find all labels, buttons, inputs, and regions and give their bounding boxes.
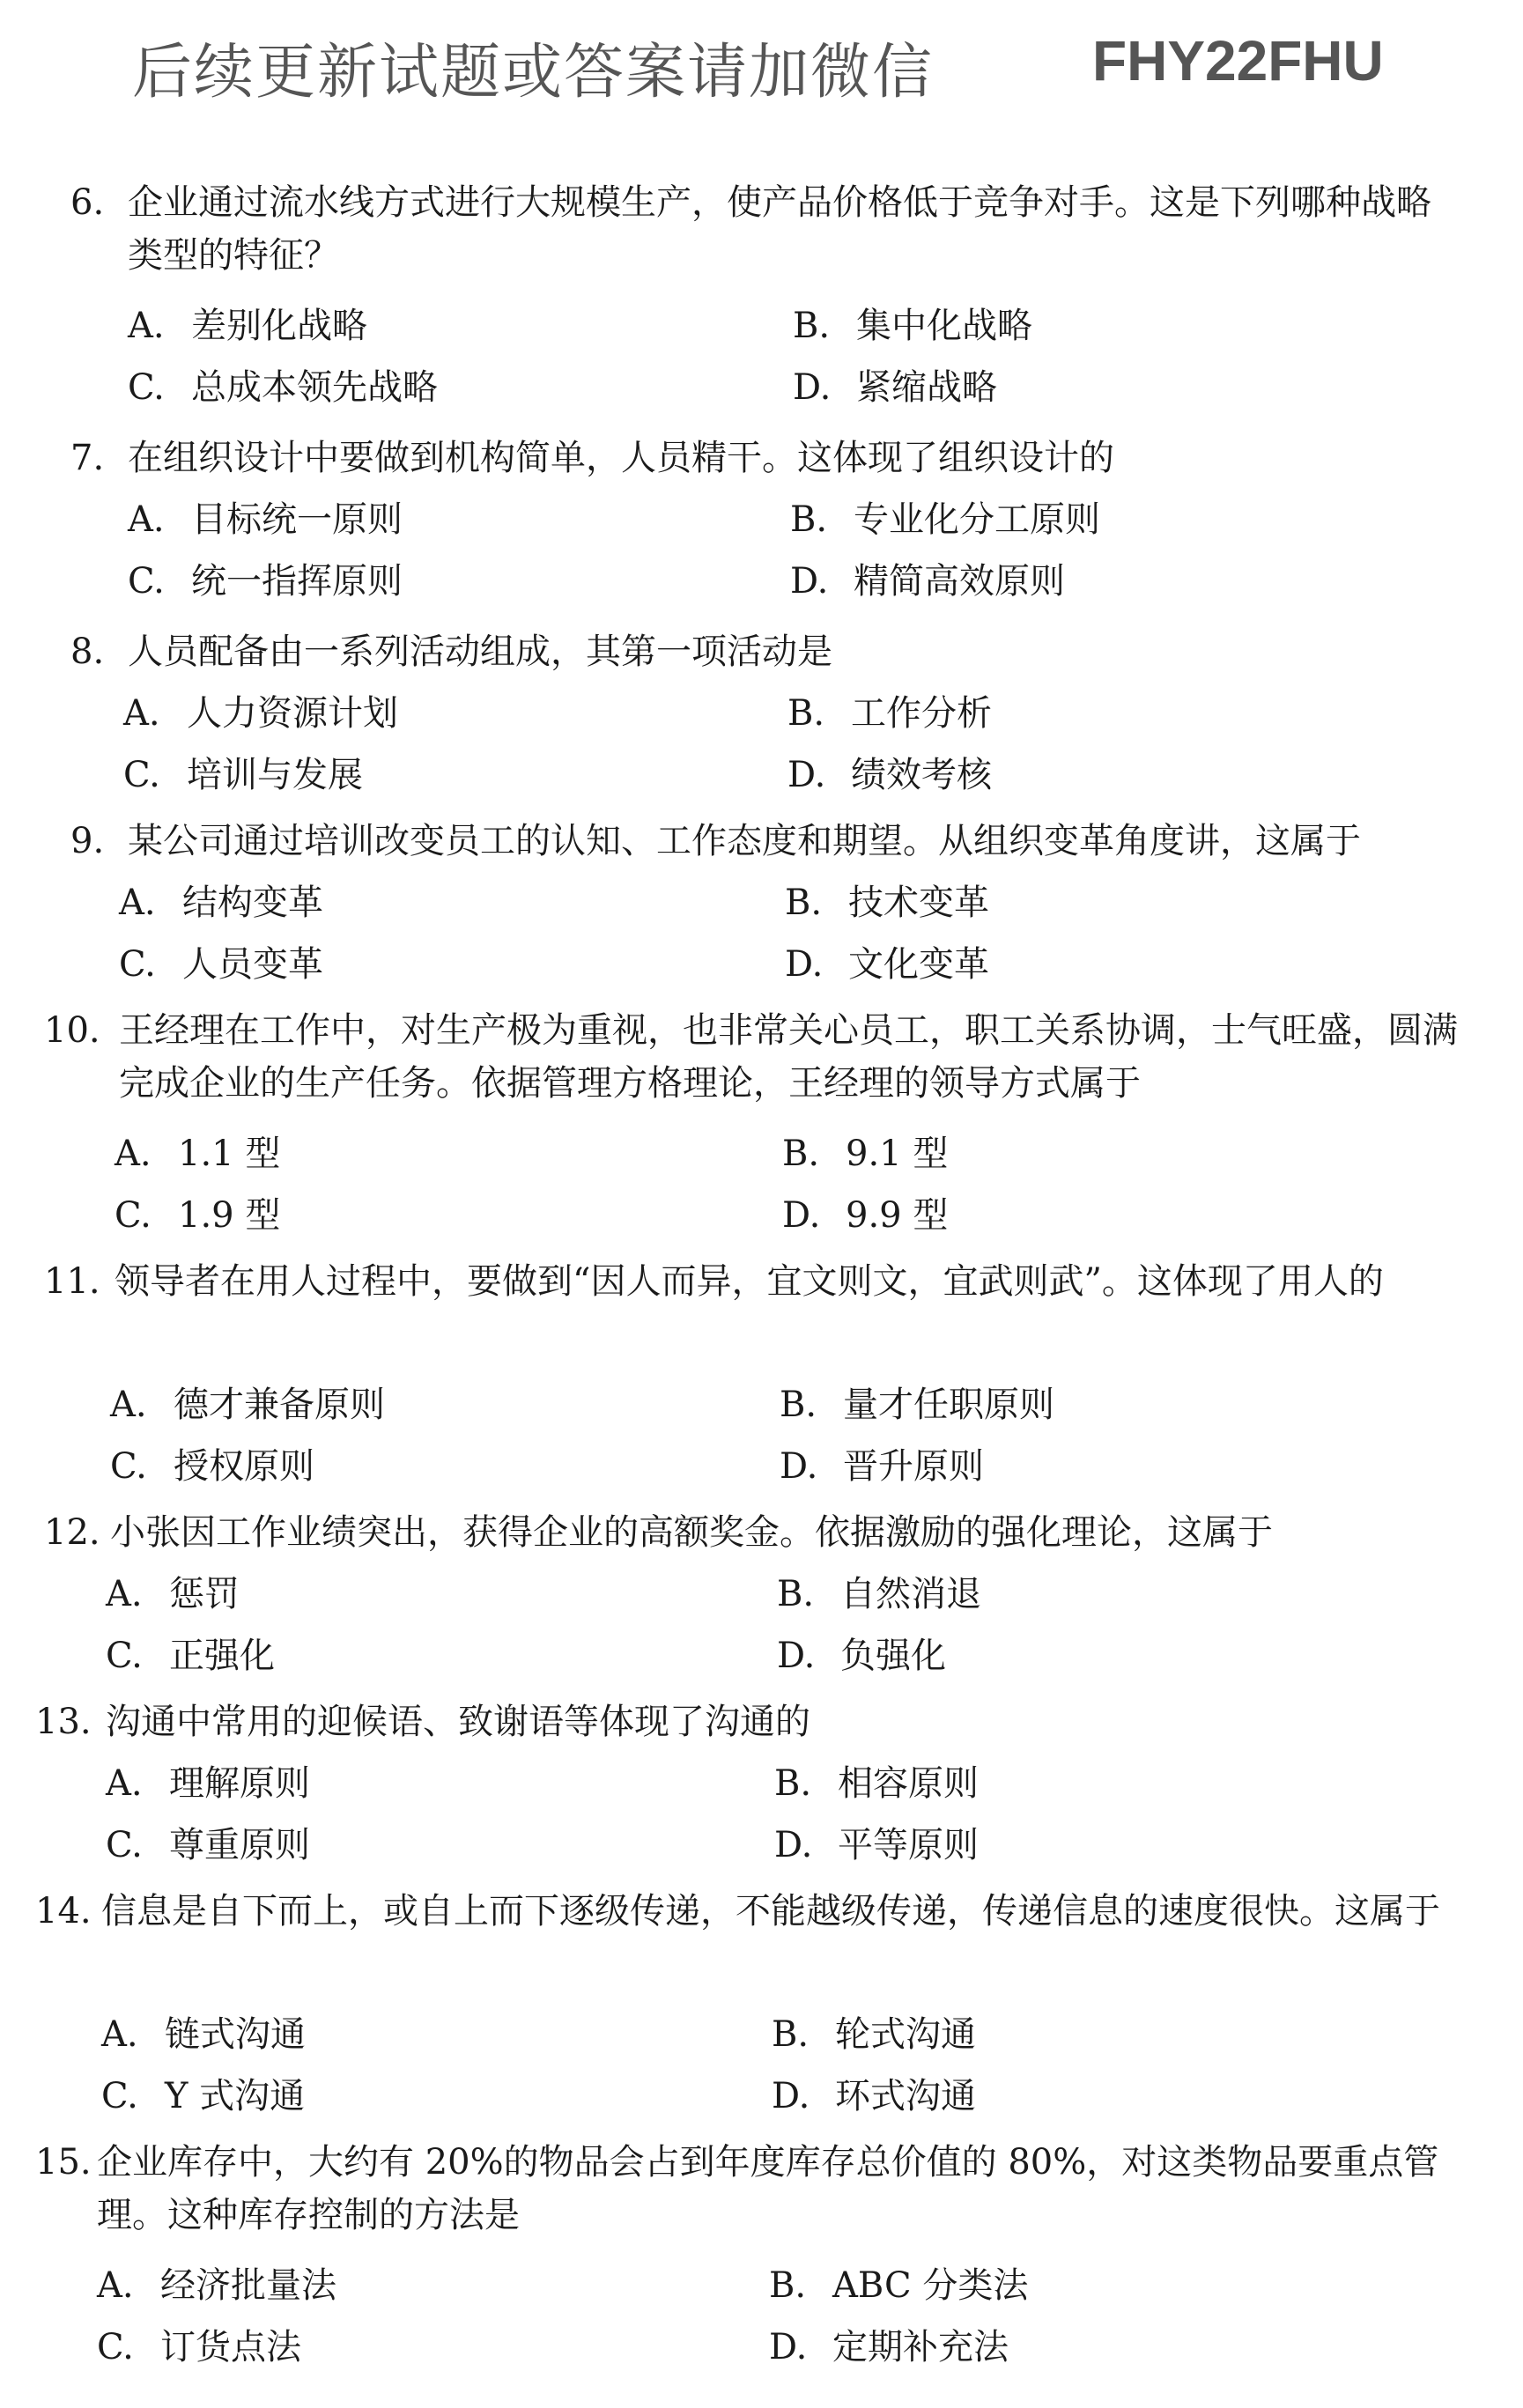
option-key: A.: [101, 2014, 138, 2055]
option-text: 尊重原则: [169, 1825, 310, 1865]
question-9: [0, 815, 1523, 991]
option-c: [128, 555, 403, 608]
option-text: 集中化战略: [856, 306, 1032, 346]
question-text: 在组织设计中要做到机构简单，人员精干。这体现了组织设计的: [128, 438, 1114, 478]
option-c: [101, 2070, 305, 2123]
option-a: [106, 1757, 310, 1810]
option-key: A.: [123, 693, 160, 734]
option-b: [772, 2008, 976, 2061]
option-key: B.: [790, 499, 828, 540]
question-number: 6.: [70, 182, 105, 223]
option-d: [780, 1440, 984, 1493]
question-6: [0, 176, 1523, 414]
option-key: B.: [774, 1763, 812, 1804]
option-b: [774, 1757, 979, 1810]
option-text: 轮式沟通: [835, 2014, 976, 2055]
question-number: 8.: [70, 632, 105, 672]
question-11: [0, 1255, 1523, 1493]
option-b: [785, 876, 989, 929]
option-d: [777, 1629, 946, 1682]
option-d: [769, 2321, 1009, 2374]
option-text: 9.1 型: [846, 1134, 949, 1174]
option-c: [119, 938, 323, 991]
question-text: 信息是自下而上，或自上而下逐级传递，不能越级传递，传递信息的速度很快。这属于: [101, 1891, 1440, 1932]
option-text: 负强化: [840, 1636, 946, 1676]
option-c: [106, 1819, 310, 1872]
option-c: [110, 1440, 314, 1493]
option-key: D.: [769, 2327, 808, 2367]
option-a: [128, 299, 367, 352]
option-a: [115, 1127, 280, 1180]
option-key: D.: [793, 367, 832, 408]
exam-page: [0, 176, 1523, 2408]
option-b: [787, 687, 992, 740]
option-c: [106, 1629, 275, 1682]
option-text: 专业化分工原则: [854, 499, 1100, 540]
banner-text: 后续更新试题或答案请加微信: [132, 38, 935, 107]
option-d: [772, 2070, 976, 2123]
option-key: A.: [106, 1763, 143, 1804]
option-text: 德才兼备原则: [174, 1385, 385, 1425]
option-key: D.: [780, 1446, 818, 1487]
option-d: [774, 1819, 979, 1872]
option-text: 紧缩战略: [856, 367, 997, 408]
question-number: 10.: [44, 1010, 100, 1051]
question-text: 企业通过流水线方式进行大规模生产，使产品价格低于竞争对手。这是下列哪种战略类型的特征？: [128, 182, 1431, 276]
option-text: 培训与发展: [187, 755, 363, 795]
option-text: 目标统一原则: [191, 499, 403, 540]
option-d: [785, 938, 989, 991]
option-text: 惩罚: [169, 1574, 240, 1614]
option-text: 晋升原则: [843, 1446, 984, 1487]
option-text: Y 式沟通: [165, 2076, 306, 2116]
option-text: 相容原则: [838, 1763, 979, 1804]
option-text: 订货点法: [160, 2327, 301, 2367]
option-text: 平等原则: [838, 1825, 979, 1865]
option-c: [123, 749, 363, 801]
question-7: [0, 432, 1523, 608]
question-number: 14.: [35, 1891, 92, 1932]
option-b: [782, 1127, 948, 1180]
option-text: 结构变革: [182, 883, 323, 923]
option-text: 1.9 型: [178, 1195, 281, 1236]
option-key: B.: [785, 883, 823, 923]
option-key: D.: [777, 1636, 816, 1676]
option-d: [793, 361, 997, 414]
question-text: 沟通中常用的迎候语、致谢语等体现了沟通的: [106, 1702, 810, 1742]
question-10: [0, 1004, 1523, 1242]
question-number: 11.: [44, 1261, 100, 1302]
option-c: [115, 1189, 280, 1242]
option-d: [787, 749, 992, 801]
question-14: [0, 1885, 1523, 2123]
option-text: 精简高效原则: [854, 561, 1065, 602]
option-key: C.: [106, 1636, 143, 1676]
option-key: C.: [128, 367, 165, 408]
option-key: B.: [772, 2014, 810, 2055]
watermark-banner: [0, 25, 1523, 122]
option-a: [123, 687, 398, 740]
option-a: [101, 2008, 306, 2061]
option-text: 1.1 型: [178, 1134, 281, 1174]
option-text: 工作分析: [851, 693, 992, 734]
option-d: [790, 555, 1065, 608]
option-text: 统一指挥原则: [191, 561, 403, 602]
option-b: [777, 1568, 981, 1621]
option-key: A.: [97, 2265, 134, 2306]
option-key: C.: [123, 755, 160, 795]
option-key: C.: [101, 2076, 138, 2116]
question-text: 王经理在工作中，对生产极为重视，也非常关心员工，职工关系协调，士气旺盛，圆满完成企业的生产任务。依据管理方格理论，王经理的领导方式属于: [119, 1010, 1458, 1104]
option-key: D.: [774, 1825, 813, 1865]
option-key: A.: [115, 1134, 152, 1174]
question-number: 12.: [44, 1512, 100, 1553]
option-text: ABC 分类法: [832, 2265, 1029, 2306]
option-key: A.: [119, 883, 156, 923]
option-b: [769, 2259, 1028, 2312]
option-key: A.: [128, 499, 165, 540]
banner-code: FHY22FHU: [1092, 29, 1384, 92]
option-text: 文化变革: [848, 944, 989, 985]
question-number: 9.: [70, 821, 105, 861]
option-text: 自然消退: [840, 1574, 981, 1614]
option-key: B.: [793, 306, 831, 346]
option-key: B.: [787, 693, 825, 734]
option-a: [128, 493, 403, 546]
option-key: B.: [780, 1385, 817, 1425]
option-a: [106, 1568, 240, 1621]
option-b: [793, 299, 1032, 352]
option-a: [110, 1378, 385, 1431]
option-key: B.: [769, 2265, 807, 2306]
option-key: C.: [119, 944, 156, 985]
option-text: 量才任职原则: [843, 1385, 1054, 1425]
option-text: 理解原则: [169, 1763, 310, 1804]
option-text: 链式沟通: [165, 2014, 306, 2055]
option-c: [97, 2321, 301, 2374]
option-text: 经济批量法: [160, 2265, 336, 2306]
question-text: 人员配备由一系列活动组成，其第一项活动是: [128, 632, 832, 672]
question-number: 13.: [35, 1702, 92, 1742]
option-d: [782, 1189, 948, 1242]
question-text: 某公司通过培训改变员工的认知、工作态度和期望。从组织变革角度讲，这属于: [128, 821, 1361, 861]
option-key: B.: [777, 1574, 815, 1614]
option-key: C.: [97, 2327, 134, 2367]
option-key: A.: [128, 306, 165, 346]
option-key: C.: [110, 1446, 147, 1487]
option-key: D.: [787, 755, 826, 795]
question-8: [0, 625, 1523, 801]
option-key: A.: [106, 1574, 143, 1614]
option-b: [780, 1378, 1054, 1431]
option-a: [97, 2259, 336, 2312]
option-key: D.: [790, 561, 829, 602]
option-text: 正强化: [169, 1636, 275, 1676]
option-text: 定期补充法: [832, 2327, 1009, 2367]
option-key: B.: [782, 1134, 820, 1174]
option-key: C.: [106, 1825, 143, 1865]
option-b: [790, 493, 1100, 546]
question-12: [0, 1506, 1523, 1682]
option-text: 绩效考核: [851, 755, 992, 795]
question-number: 7.: [70, 438, 105, 478]
question-text: 领导者在用人过程中，要做到“因人而异，宜文则文，宜武则武”。这体现了用人的: [115, 1261, 1384, 1302]
option-key: D.: [772, 2076, 810, 2116]
option-a: [119, 876, 323, 929]
option-text: 差别化战略: [191, 306, 367, 346]
question-number: 15.: [35, 2142, 92, 2183]
option-key: C.: [115, 1195, 152, 1236]
option-text: 人力资源计划: [187, 693, 398, 734]
question-15: [0, 2136, 1523, 2374]
question-13: [0, 1695, 1523, 1872]
option-text: 总成本领先战略: [191, 367, 438, 408]
option-text: 技术变革: [848, 883, 989, 923]
option-key: D.: [782, 1195, 821, 1236]
option-key: A.: [110, 1385, 147, 1425]
question-text: 企业库存中，大约有 20%的物品会占到年度库存总价值的 80%，对这类物品要重点管理。这种库存控制的方法是: [97, 2142, 1439, 2235]
question-text: 小张因工作业绩突出，获得企业的高额奖金。依据激励的强化理论，这属于: [110, 1512, 1273, 1553]
option-text: 环式沟通: [835, 2076, 976, 2116]
option-c: [128, 361, 438, 414]
option-text: 9.9 型: [846, 1195, 949, 1236]
option-text: 人员变革: [182, 944, 323, 985]
option-key: D.: [785, 944, 824, 985]
option-key: C.: [128, 561, 165, 602]
option-text: 授权原则: [174, 1446, 314, 1487]
